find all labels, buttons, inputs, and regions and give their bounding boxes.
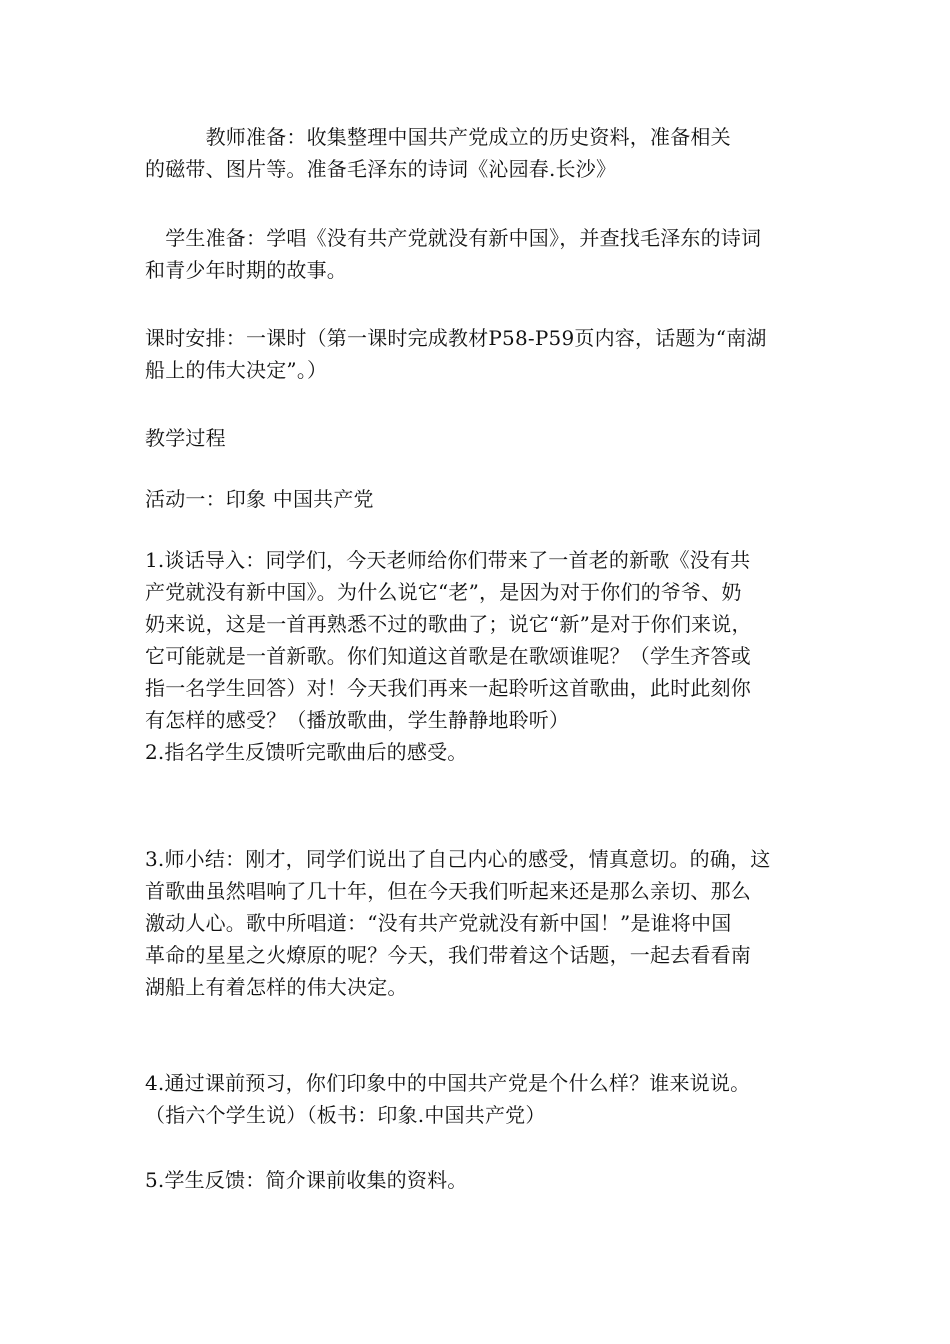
text-line: 3.师小结：刚才，同学们说出了自己内心的感受，情真意切。的确，这	[145, 847, 771, 871]
text-line: 的磁带、图片等。准备毛泽东的诗词《沁园春.长沙》	[145, 157, 617, 181]
paragraph-step-4	[145, 1067, 810, 1131]
text-line: 学生准备：学唱《没有共产党就没有新中国》，并查找毛泽东的诗词	[145, 226, 762, 250]
text-line: 首歌曲虽然唱响了几十年，但在今天我们听起来还是那么亲切、那么	[145, 879, 751, 903]
text-line: 活动一：印象 中国共产党	[145, 487, 374, 511]
text-line: 1.谈话导入：同学们，今天老师给你们带来了一首老的新歌《没有共	[145, 548, 751, 572]
text-line: 和青少年时期的故事。	[145, 258, 347, 282]
text-line: 4.通过课前预习，你们印象中的中国共产党是个什么样？谁来说说。	[145, 1071, 751, 1095]
heading-teaching-process	[145, 422, 810, 454]
text-line: （指六个学生说）（板书：印象.中国共产党）	[145, 1103, 546, 1127]
text-line: 湖船上有着怎样的伟大决定。	[145, 975, 408, 999]
paragraph-step-5	[145, 1164, 810, 1196]
text-line: 奶来说，这是一首再熟悉不过的歌曲了；说它“新”是对于你们来说，	[145, 612, 752, 636]
heading-activity-one	[145, 483, 810, 515]
paragraph-student-preparation	[145, 222, 810, 286]
paragraph-steps-1-2	[145, 544, 810, 768]
text-line: 教学过程	[145, 426, 226, 450]
paragraph-teacher-preparation	[145, 121, 810, 185]
text-line: 激动人心。歌中所唱道：“没有共产党就没有新中国！”是谁将中国	[145, 911, 732, 935]
text-line: 革命的星星之火燎原的呢？今天，我们带着这个话题，一起去看看南	[145, 943, 751, 967]
text-line: 有怎样的感受？（播放歌曲，学生静静地聆听）	[145, 708, 570, 732]
text-line: 船上的伟大决定”。）	[145, 358, 328, 382]
text-line: 2.指名学生反馈听完歌曲后的感受。	[145, 740, 468, 764]
text-line: 5.学生反馈：简介课前收集的资料。	[145, 1168, 468, 1192]
text-line: 课时安排：一课时（第一课时完成教材P58-P59页内容，话题为“南湖	[145, 326, 767, 350]
paragraph-step-3	[145, 843, 810, 1003]
text-line: 它可能就是一首新歌。你们知道这首歌是在歌颂谁呢？（学生齐答或	[145, 644, 751, 668]
text-line: 教师准备：收集整理中国共产党成立的历史资料，准备相关	[145, 125, 731, 149]
paragraph-class-schedule	[145, 322, 810, 386]
text-line: 产党就没有新中国》。为什么说它“老”，是因为对于你们的爷爷、奶	[145, 580, 742, 604]
text-line: 指一名学生回答）对！今天我们再来一起聆听这首歌曲，此时此刻你	[145, 676, 751, 700]
